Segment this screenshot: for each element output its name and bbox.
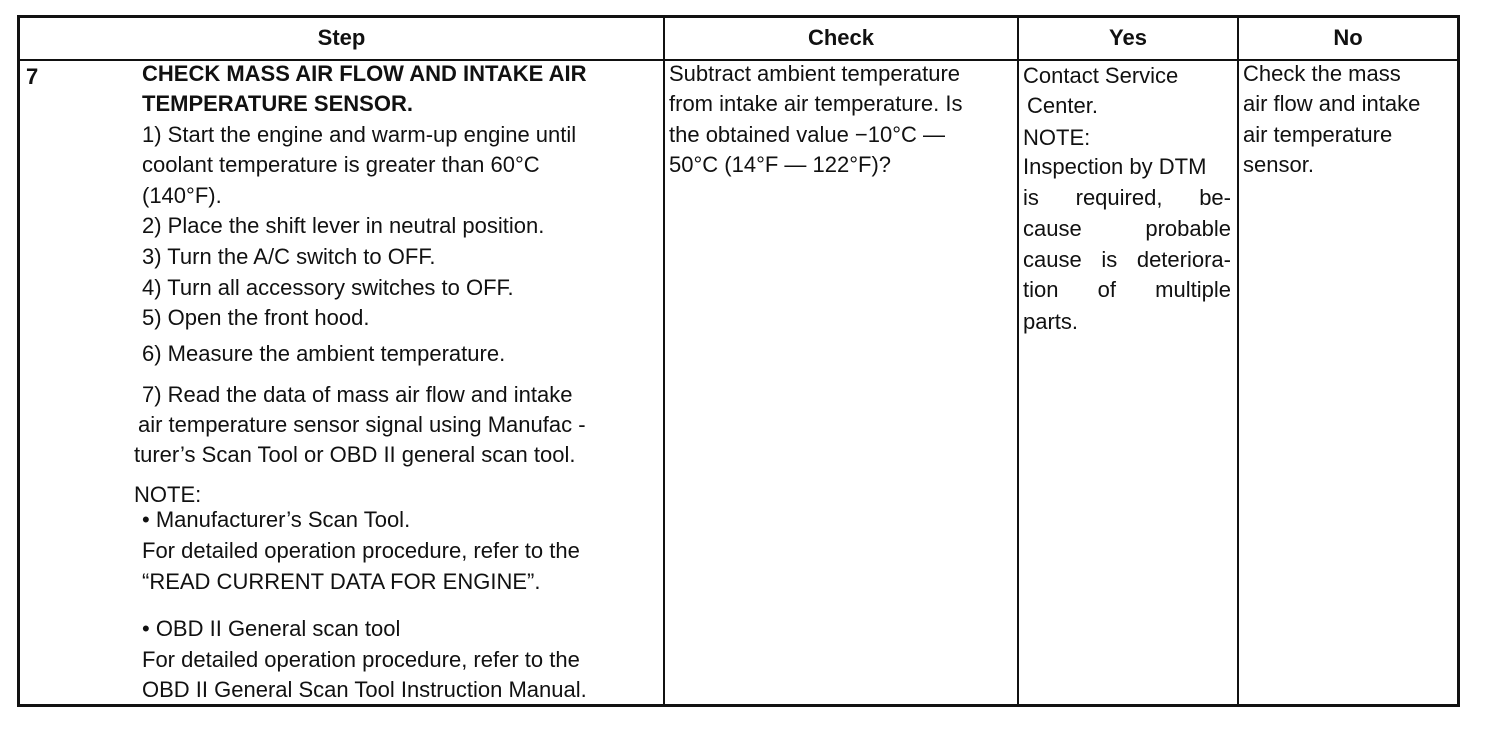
step-line: 1) Start the engine and warm-up engine until xyxy=(142,122,577,147)
no-line: air flow and intake xyxy=(1243,91,1421,116)
no-cell xyxy=(1239,59,1457,704)
yes-cell xyxy=(1019,59,1237,704)
no-line: Check the mass xyxy=(1243,61,1401,86)
step-line: turer’s Scan Tool or OBD II general scan tool. xyxy=(134,442,576,467)
yes-line: tion of multiple xyxy=(1023,277,1231,302)
step-note-line: • OBD II General scan tool xyxy=(142,616,401,641)
step-note-line: For detailed operation procedure, refer to the xyxy=(142,538,580,563)
step-note-line: • Manufacturer’s Scan Tool. xyxy=(142,507,411,532)
step-line: 2) Place the shift lever in neutral position. xyxy=(142,213,545,238)
step-note-line: OBD II General Scan Tool Instruction Manual. xyxy=(142,677,587,702)
header-step: Step xyxy=(317,25,366,50)
header-yes: Yes xyxy=(1109,25,1147,50)
step-note-line: For detailed operation procedure, refer to the xyxy=(142,647,580,672)
step-line: 5) Open the front hood. xyxy=(142,305,370,330)
step-title: CHECK MASS AIR FLOW AND INTAKE AIR xyxy=(142,61,587,86)
yes-note-label: NOTE: xyxy=(1023,125,1091,150)
step-title: TEMPERATURE SENSOR. xyxy=(142,91,413,116)
step-line: 6) Measure the ambient temperature. xyxy=(142,341,506,366)
step-note-label: NOTE: xyxy=(134,482,202,507)
step-number: 7 xyxy=(26,64,39,89)
no-line: air temperature xyxy=(1243,122,1393,147)
yes-line: is required, be- xyxy=(1023,185,1231,210)
step-line: 3) Turn the A/C switch to OFF. xyxy=(142,244,436,269)
header-no: No xyxy=(1333,25,1363,50)
step-line: coolant temperature is greater than 60°C xyxy=(142,152,540,177)
step-note-line: “READ CURRENT DATA FOR ENGINE”. xyxy=(142,569,541,594)
yes-line: cause is deteriora- xyxy=(1023,247,1231,272)
step-line: 4) Turn all accessory switches to OFF. xyxy=(142,275,514,300)
diagnostic-table xyxy=(17,15,1460,707)
check-cell xyxy=(665,59,1017,704)
yes-line: cause probable xyxy=(1023,216,1231,241)
check-line: the obtained value −10°C — xyxy=(669,122,946,147)
step-line: (140°F). xyxy=(142,183,222,208)
step-cell xyxy=(20,59,663,704)
header-check: Check xyxy=(807,25,875,50)
no-line: sensor. xyxy=(1243,152,1314,177)
table-header-row xyxy=(20,18,1457,61)
step-line: air temperature sensor signal using Manufac - xyxy=(138,412,586,437)
yes-line: Inspection by DTM xyxy=(1023,154,1207,179)
yes-line: Center. xyxy=(1027,93,1098,118)
check-line: from intake air temperature. Is xyxy=(669,91,963,116)
step-line: 7) Read the data of mass air flow and intake xyxy=(142,382,573,407)
check-line: Subtract ambient temperature xyxy=(669,61,961,86)
yes-line: parts. xyxy=(1023,309,1079,334)
check-line: 50°C (14°F — 122°F)? xyxy=(669,152,892,177)
yes-line: Contact Service xyxy=(1023,63,1179,88)
